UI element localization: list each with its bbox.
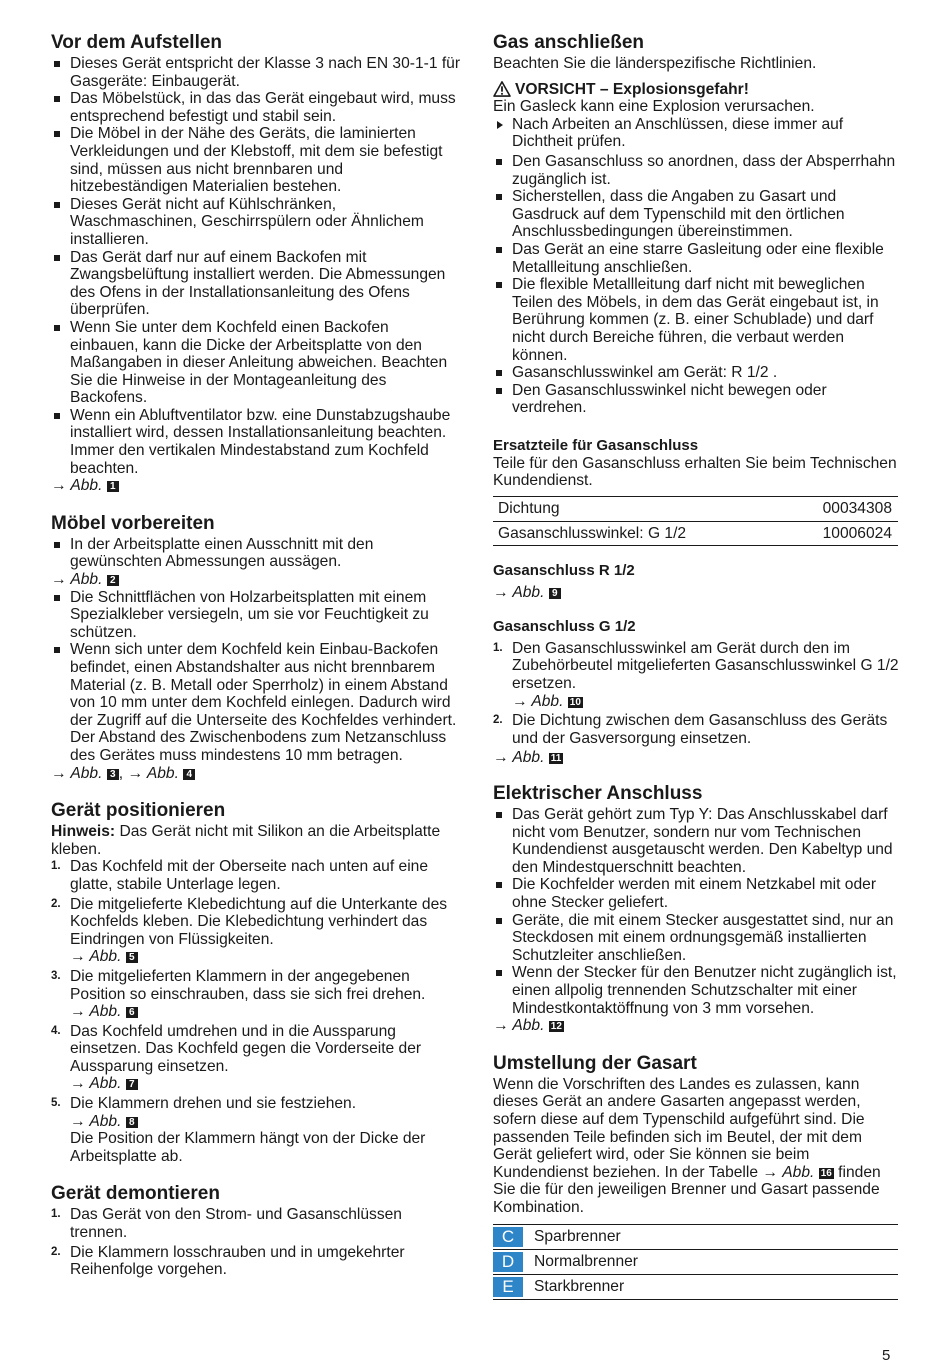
figure-reference — [51, 765, 461, 783]
list-item: Das Möbelstück, in das das Gerät eingebaut wird, muss entsprechend befestigt und stabil sein. — [51, 90, 461, 125]
figure-number-badge: 8 — [126, 1117, 138, 1128]
list-item: Die Möbel in der Nähe des Geräts, die laminierten Verkleidungen und der Klebstoff, mit dem sie befestigt sind, müssen aus nicht brennbaren und hitzebeständigen Materialien bestehen. — [51, 125, 461, 195]
list-item — [51, 1206, 461, 1241]
ref-label: Abb. — [782, 1163, 815, 1181]
heading-gasanschluss-r12: Gasanschluss R 1/2 — [493, 562, 635, 580]
section-geraet-demontieren — [51, 1183, 461, 1278]
figure-number-badge: 16 — [820, 1167, 832, 1179]
arrow-right-icon: → — [762, 1163, 778, 1181]
list-item — [51, 1095, 461, 1165]
intro-text: Teile für den Gasanschluss erhalten Sie beim Technischen Kundendienst. — [493, 454, 897, 490]
list-item — [51, 968, 461, 1021]
ref-label: Abb. — [512, 749, 545, 767]
step-text: Die Klammern losschrauben und in umgekehrter Reihenfolge vorgehen. — [70, 1243, 405, 1279]
part-name: Dichtung — [493, 497, 781, 522]
bullet-list — [493, 806, 901, 1017]
numbered-list — [51, 1206, 461, 1278]
numbered-list — [51, 858, 461, 1165]
burner-letter-badge: D — [493, 1252, 523, 1272]
bullet-list — [51, 589, 461, 765]
section-gas-anschliessen — [493, 32, 901, 417]
figure-number-badge: 2 — [107, 575, 119, 586]
table-row — [493, 1275, 898, 1300]
burner-letter-badge: E — [493, 1277, 523, 1297]
list-item — [493, 712, 901, 747]
figure-number-badge: 7 — [126, 1079, 138, 1090]
figure-number-badge: 10 — [569, 696, 581, 708]
note-text: Das Gerät nicht mit Silikon an die Arbeitsplatte kleben. — [51, 823, 441, 858]
burner-name: Sparbrenner — [534, 1228, 621, 1246]
body-text — [493, 1076, 901, 1217]
list-item: Dieses Gerät entspricht der Klasse 3 nach EN 30-1-1 für Gasgeräte: Einbaugerät. — [51, 55, 461, 90]
heading-elektrischer-anschluss: Elektrischer Anschluss — [493, 783, 703, 804]
page-number: 5 — [882, 1347, 891, 1360]
heading-ersatzteile: Ersatzteile für Gasanschluss — [493, 436, 699, 454]
figure-reference — [493, 749, 901, 767]
ref-label: Abb. — [89, 1075, 122, 1093]
figure-reference — [70, 1113, 461, 1131]
right-column — [493, 32, 901, 1318]
step-number: 1. — [51, 860, 61, 873]
burner-cell — [493, 1275, 898, 1300]
list-item: Das Gerät an eine starre Gasleitung oder eine flexible Metallleitung anschließen. — [493, 241, 901, 276]
burner-name: Starkbrenner — [534, 1278, 625, 1296]
section-gasanschluss-r12 — [493, 562, 901, 602]
arrow-right-icon: → — [51, 477, 67, 495]
arrow-right-icon: → — [51, 764, 67, 782]
ref-label: Abb. — [512, 1017, 545, 1035]
part-number: 00034308 — [781, 497, 898, 522]
action-list — [493, 116, 901, 151]
arrow-right-icon: → — [51, 571, 67, 589]
figure-number-badge: 6 — [126, 1007, 138, 1018]
list-item: Wenn Sie unter dem Kochfeld einen Backofen einbauen, kann die Dicke der Arbeitsplatte von den Maßangaben in dieser Anleitung abweichen. Beachten Sie die Hinweise in der Montageanleitung des Backofens. — [51, 319, 461, 407]
table-row — [493, 497, 898, 522]
part-number: 10006024 — [781, 521, 898, 546]
section-vor-dem-aufstellen — [51, 32, 461, 495]
figure-reference — [70, 948, 461, 966]
arrow-right-icon: → — [127, 764, 144, 782]
step-number: 1. — [51, 1208, 61, 1221]
step-text: Den Gasanschlusswinkel am Gerät durch den im Zubehörbeutel mitgelieferten Gasanschlusswinkel G 1/2 ersetzen. — [512, 639, 899, 693]
step-number: 3. — [51, 969, 61, 982]
section-umstellung-gasart — [493, 1053, 901, 1301]
note-label: Hinweis: — [51, 823, 116, 841]
ref-label: Abb. — [89, 1003, 122, 1021]
heading-geraet-positionieren: Gerät positionieren — [51, 800, 226, 822]
step-text: Die Klammern drehen und sie festziehen. — [70, 1095, 357, 1113]
step-extra-text: Die Position der Klammern hängt von der Dicke der Arbeitsplatte ab. — [70, 1130, 426, 1165]
note-paragraph — [51, 823, 461, 858]
left-column — [51, 32, 461, 1297]
arrow-right-icon: → — [493, 584, 509, 602]
list-item — [51, 1023, 461, 1093]
heading-gas-anschliessen: Gas anschließen — [493, 32, 645, 53]
figure-reference — [493, 584, 901, 602]
ref-label: Abb. — [70, 764, 103, 782]
figure-reference — [70, 1075, 461, 1093]
list-item: Wenn ein Abluftventilator bzw. eine Dunstabzugshaube installiert wird, dessen Installationsanleitung beachten. Immer den vertikalen Mindestabstand zum Kochfeld beachten. — [51, 407, 461, 477]
ref-label: Abb. — [70, 571, 103, 589]
list-item: Wenn sich unter dem Kochfeld kein Einbau-Backofen befindet, einen Abstandshalter aus nicht brennbarem Material (z. B. Metall oder Sperrholz) in einem Abstand von 10 mm unter dem Kochfeld einlegen. Dadurch wird der Zugriff auf die Unterseite des Kochfeldes verhindert. Der Abstand des Zwischenbodens zum Netzanschluss des Gerätes muss mindestens 10 mm betragen. — [51, 641, 461, 764]
section-gasanschluss-g12 — [493, 618, 901, 767]
warning-heading — [493, 81, 901, 99]
figure-number-badge: 11 — [550, 753, 562, 765]
burner-table — [493, 1224, 898, 1300]
list-item: Den Gasanschluss so anordnen, dass der Absperrhahn zugänglich ist. — [493, 153, 901, 188]
list-item: Gasanschlusswinkel am Gerät: R 1/2 . — [493, 364, 901, 382]
text-part: finden Sie die für den jeweiligen Brenner und Gasart passende Kombination. — [493, 1163, 881, 1216]
heading-vor-dem-aufstellen: Vor dem Aufstellen — [51, 32, 223, 53]
heading-umstellung-gasart: Umstellung der Gasart — [493, 1052, 697, 1074]
ref-separator: , — [118, 764, 124, 782]
step-text: Die mitgelieferte Klebedichtung auf die Unterkante des Kochfelds kleben. Die Klebedichtung verhindert das Eindringen von Flüssigkeiten. — [70, 895, 448, 948]
ref-label: Abb. — [70, 477, 103, 495]
arrow-right-icon: → — [70, 1003, 86, 1021]
list-item: Das Gerät darf nur auf einem Backofen mit Zwangsbelüftung installiert werden. Die Abmessungen des Ofens in der Installationsanleitung des Ofens überprüfen. — [51, 249, 461, 319]
heading-geraet-demontieren: Gerät demontieren — [51, 1183, 220, 1205]
figure-reference — [70, 1003, 461, 1021]
figure-number-badge: 1 — [107, 481, 119, 492]
list-item: Sicherstellen, dass die Angaben zu Gasart und Gasdruck auf dem Typenschild mit den örtlichen Anschlussbedingungen übereinstimmen. — [493, 188, 901, 241]
warning-text: Ein Gasleck kann eine Explosion verursachen. — [493, 98, 815, 116]
bullet-list — [493, 153, 901, 417]
list-item: Das Gerät gehört zum Typ Y: Das Anschlusskabel darf nicht vom Benutzer, sondern nur vom Technischen Kundendienst ausgetauscht werden. Den Kabeltyp und den Mindestquerschnitt beachten. — [493, 806, 901, 876]
figure-number-badge: 3 — [107, 769, 119, 780]
list-item — [51, 1244, 461, 1279]
text-part: Wenn die Vorschriften des Landes es zulassen, kann dieses Gerät an andere Gasarten angepasst werden, sofern diese auf dem Typenschild aufgeführt sind. Die passenden Teile befinden sich im Beutel, der mit dem Gerät geliefert wird, oder Sie können sie beim Kundendienst beziehen. In der Tabelle — [493, 1075, 865, 1181]
figure-number-badge: 9 — [549, 588, 561, 599]
burner-cell — [493, 1225, 898, 1250]
figure-number-badge: 12 — [550, 1021, 562, 1033]
burner-cell — [493, 1250, 898, 1275]
step-number: 2. — [51, 1245, 61, 1258]
list-item: Die flexible Metallleitung darf nicht mit beweglichen Teilen des Möbels, in dem das Gerät eingebaut ist, in Berührung kommen (z. B. einer Schublade) und darf nicht durch Bereiche führen, die verbaut werden können. — [493, 276, 901, 364]
list-item: Geräte, die mit einem Stecker ausgestattet sind, nur an Steckdosen mit einem ordnungsgemäß installierten Schutzleiter anschließen. — [493, 912, 901, 965]
list-item — [51, 896, 461, 966]
intro-text: Beachten Sie die länderspezifische Richtlinien. — [493, 55, 817, 72]
ref-label: Abb. — [531, 692, 564, 710]
step-text: Die Dichtung zwischen dem Gasanschluss des Geräts und der Gasversorgung einsetzen. — [512, 712, 888, 747]
numbered-list — [493, 640, 901, 748]
list-item — [51, 858, 461, 893]
burner-letter-badge: C — [493, 1227, 523, 1247]
arrow-right-icon: → — [512, 692, 528, 710]
list-item — [493, 640, 901, 710]
arrow-right-icon: → — [493, 749, 509, 767]
ref-label: Abb. — [512, 584, 545, 602]
list-item: Die Schnittflächen von Holzarbeitsplatten mit einem Spezialkleber versiegeln, um sie vor Feuchtigkeit zu schützen. — [51, 589, 461, 642]
list-item: Den Gasanschlusswinkel nicht bewegen oder verdrehen. — [493, 382, 901, 417]
figure-reference — [512, 693, 901, 711]
table-row — [493, 1225, 898, 1250]
arrow-right-icon: → — [493, 1017, 509, 1035]
list-item: Dieses Gerät nicht auf Kühlschränken, Waschmaschinen, Geschirrspülern oder Ähnlichem installieren. — [51, 196, 461, 249]
bullet-list — [51, 536, 461, 571]
section-moebel-vorbereiten — [51, 513, 461, 782]
figure-number-badge: 4 — [183, 769, 195, 780]
table-row — [493, 521, 898, 546]
step-number: 2. — [51, 897, 61, 910]
action-item: Nach Arbeiten an Anschlüssen, diese immer auf Dichtheit prüfen. — [493, 116, 901, 151]
step-text: Das Kochfeld umdrehen und in die Aussparung einsetzen. Das Kochfeld gegen die Vorderseite der Aussparung einsetzen. — [70, 1022, 422, 1075]
step-text: Das Kochfeld mit der Oberseite nach unten auf eine glatte, stabile Unterlage legen. — [70, 858, 429, 893]
section-ersatzteile — [493, 437, 901, 546]
warning-title: VORSICHT – Explosionsgefahr! — [515, 80, 749, 98]
arrow-right-icon: → — [70, 948, 86, 966]
part-name: Gasanschlusswinkel: G 1/2 — [493, 521, 781, 546]
figure-reference — [493, 1017, 901, 1035]
table-row — [493, 1250, 898, 1275]
section-geraet-positionieren — [51, 800, 461, 1165]
arrow-right-icon: → — [70, 1075, 86, 1093]
list-item: Die Kochfelder werden mit einem Netzkabel mit oder ohne Stecker geliefert. — [493, 876, 901, 911]
figure-reference — [51, 477, 461, 495]
heading-gasanschluss-g12: Gasanschluss G 1/2 — [493, 617, 636, 635]
warning-triangle-icon — [493, 81, 511, 97]
step-text: Das Gerät von den Strom- und Gasanschlüssen trennen. — [70, 1206, 402, 1242]
ref-label: Abb. — [146, 764, 179, 782]
section-elektrischer-anschluss — [493, 783, 901, 1035]
spare-parts-table — [493, 496, 898, 546]
burner-name: Normalbrenner — [534, 1253, 639, 1271]
arrow-right-icon: → — [70, 1112, 86, 1130]
ref-label: Abb. — [89, 1112, 122, 1130]
step-number: 4. — [51, 1024, 61, 1037]
list-item: Wenn der Stecker für den Benutzer nicht zugänglich ist, einen allpolig trennenden Schutzschalter mit einer Mindestkontaktöffnung von 3 mm vorsehen. — [493, 964, 901, 1017]
step-number: 2. — [493, 714, 503, 727]
bullet-list — [51, 55, 461, 477]
figure-number-badge: 5 — [126, 952, 138, 963]
step-text: Die mitgelieferten Klammern in der angegebenen Position so einschrauben, dass sie sich frei drehen. — [70, 967, 426, 1003]
list-item: In der Arbeitsplatte einen Ausschnitt mit den gewünschten Abmessungen aussägen. — [51, 536, 461, 571]
step-number: 5. — [51, 1097, 61, 1110]
figure-reference — [51, 571, 461, 589]
step-number: 1. — [493, 641, 503, 654]
ref-label: Abb. — [89, 948, 122, 966]
heading-moebel-vorbereiten: Möbel vorbereiten — [51, 512, 215, 534]
